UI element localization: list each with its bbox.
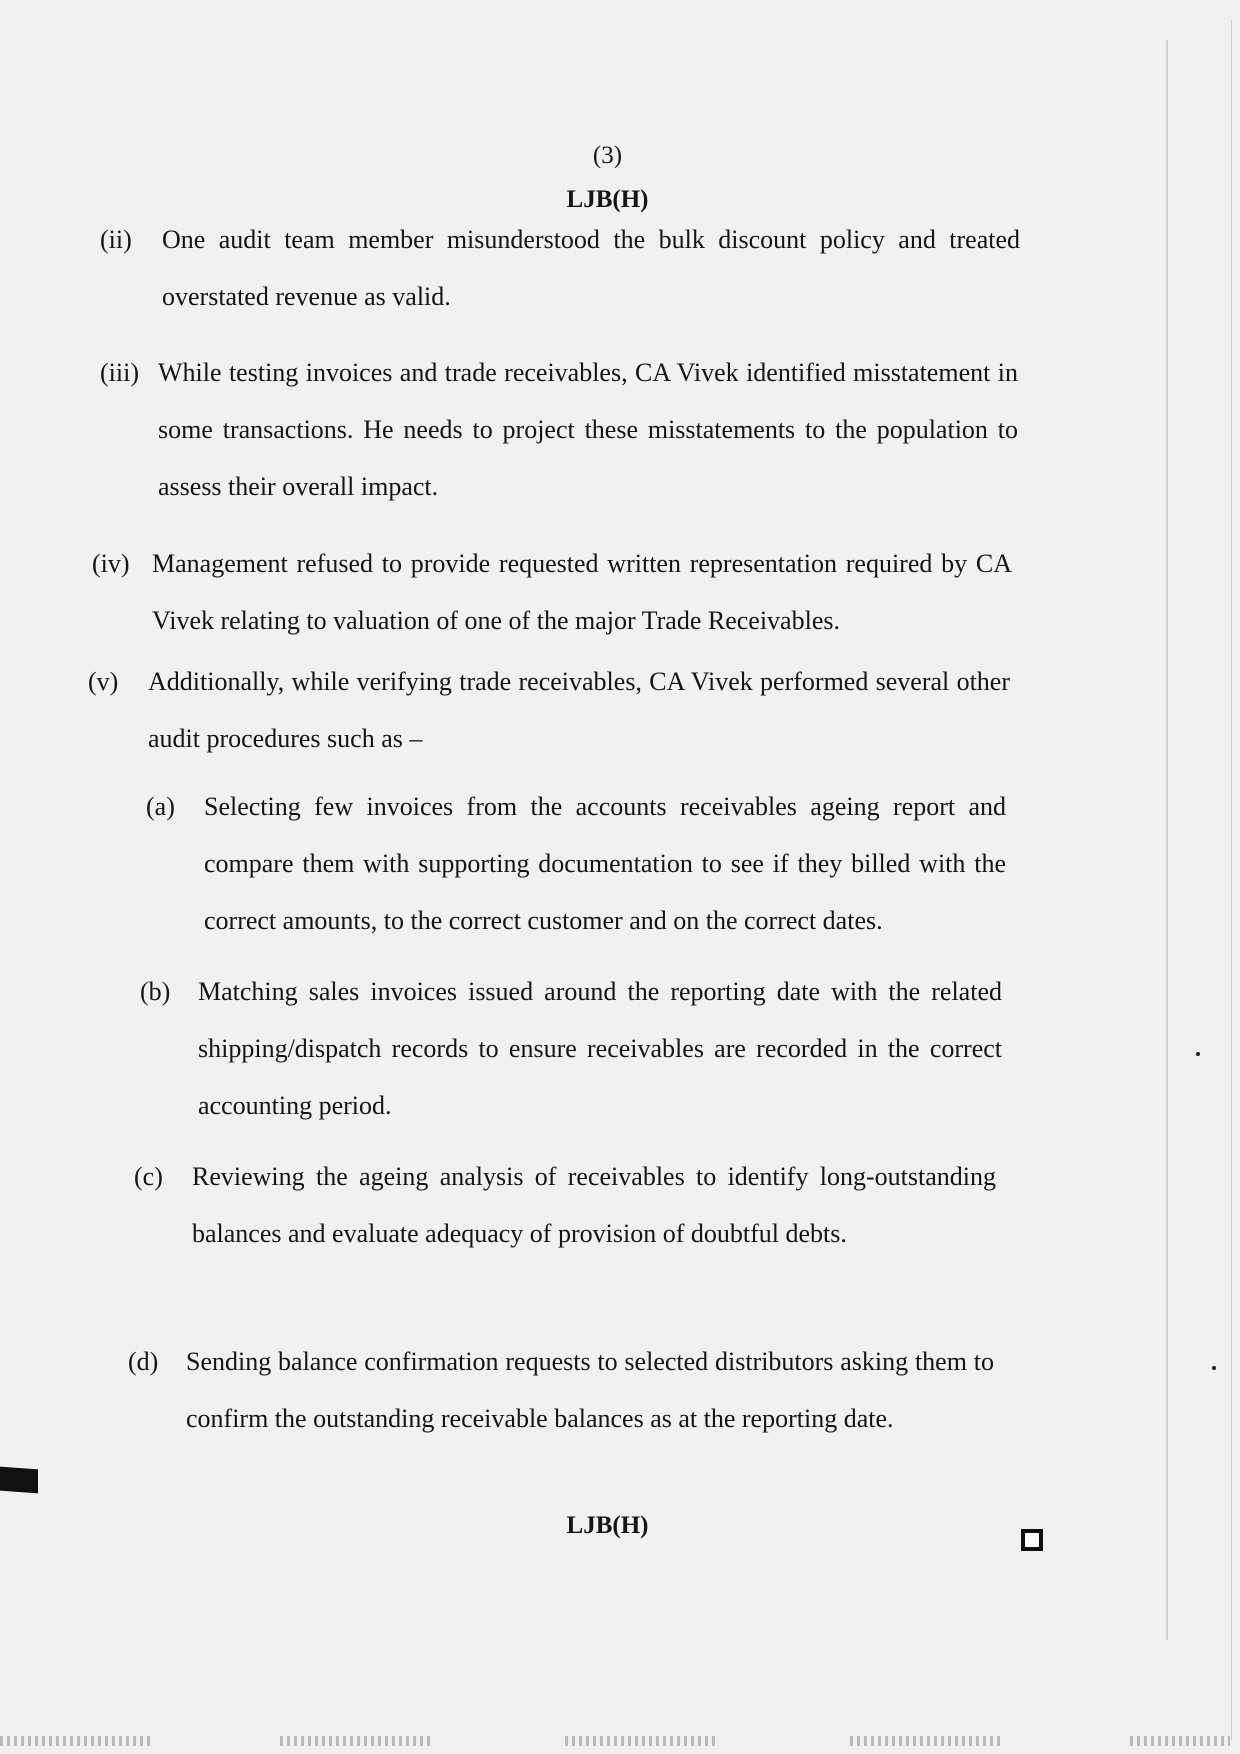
item-number: (iii) [100, 358, 139, 387]
subitem-letter: (d) [128, 1347, 159, 1376]
paper-code-footer: LJB(H) [566, 1512, 649, 1539]
scan-edge-noise [280, 1736, 430, 1746]
paper-code-header: LJB(H) [566, 186, 649, 213]
item-text: Additionally, while verifying trade receivables, CA Vivek performed several other audit procedures such as – [148, 667, 1010, 753]
item-number: (ii) [100, 225, 132, 254]
scan-edge-noise [565, 1736, 715, 1746]
subitem-text: Matching sales invoices issued around the reporting date with the related shipping/dispatch records to ensure receivables are recorded in the correct accounting period. [198, 977, 1002, 1120]
page-number: (3) [592, 142, 623, 169]
subitem-text: Sending balance confirmation requests to selected distributors asking them to confirm the outstanding receivable balances as at the reporting date. [186, 1347, 994, 1433]
scan-edge-line [1231, 20, 1232, 1740]
item-text: One audit team member misunderstood the bulk discount policy and treated overstated revenue as valid. [162, 225, 1020, 311]
item-text: While testing invoices and trade receivables, CA Vivek identified misstatement in some transactions. He needs to project these misstatements to the population to assess their overall impact. [158, 358, 1018, 501]
scan-edge-noise [0, 1736, 150, 1746]
subitem-text: Reviewing the ageing analysis of receivables to identify long-outstanding balances and evaluate adequacy of provision of doubtful debts. [192, 1162, 996, 1248]
scan-edge-noise [1130, 1736, 1230, 1746]
item-number: (iv) [92, 549, 130, 578]
item-text: Management refused to provide requested written representation required by CA Vivek relating to valuation of one of the major Trade Receivables. [152, 549, 1012, 635]
scan-edge-noise [850, 1736, 1000, 1746]
item-number: (v) [88, 667, 119, 696]
scan-speck [1196, 1052, 1200, 1056]
subitem-letter: (b) [140, 977, 171, 1006]
scan-margin-mark [0, 1467, 38, 1494]
scan-edge-line [1166, 40, 1168, 1640]
end-of-page-square-icon [1021, 1529, 1043, 1551]
scan-speck [1212, 1366, 1216, 1370]
subitem-text: Selecting few invoices from the accounts receivables ageing report and compare them with supporting documentation to see if they billed with the correct amounts, to the correct customer and on the correct dates. [204, 792, 1006, 935]
subitem-letter: (a) [146, 792, 175, 821]
subitem-letter: (c) [134, 1162, 163, 1191]
